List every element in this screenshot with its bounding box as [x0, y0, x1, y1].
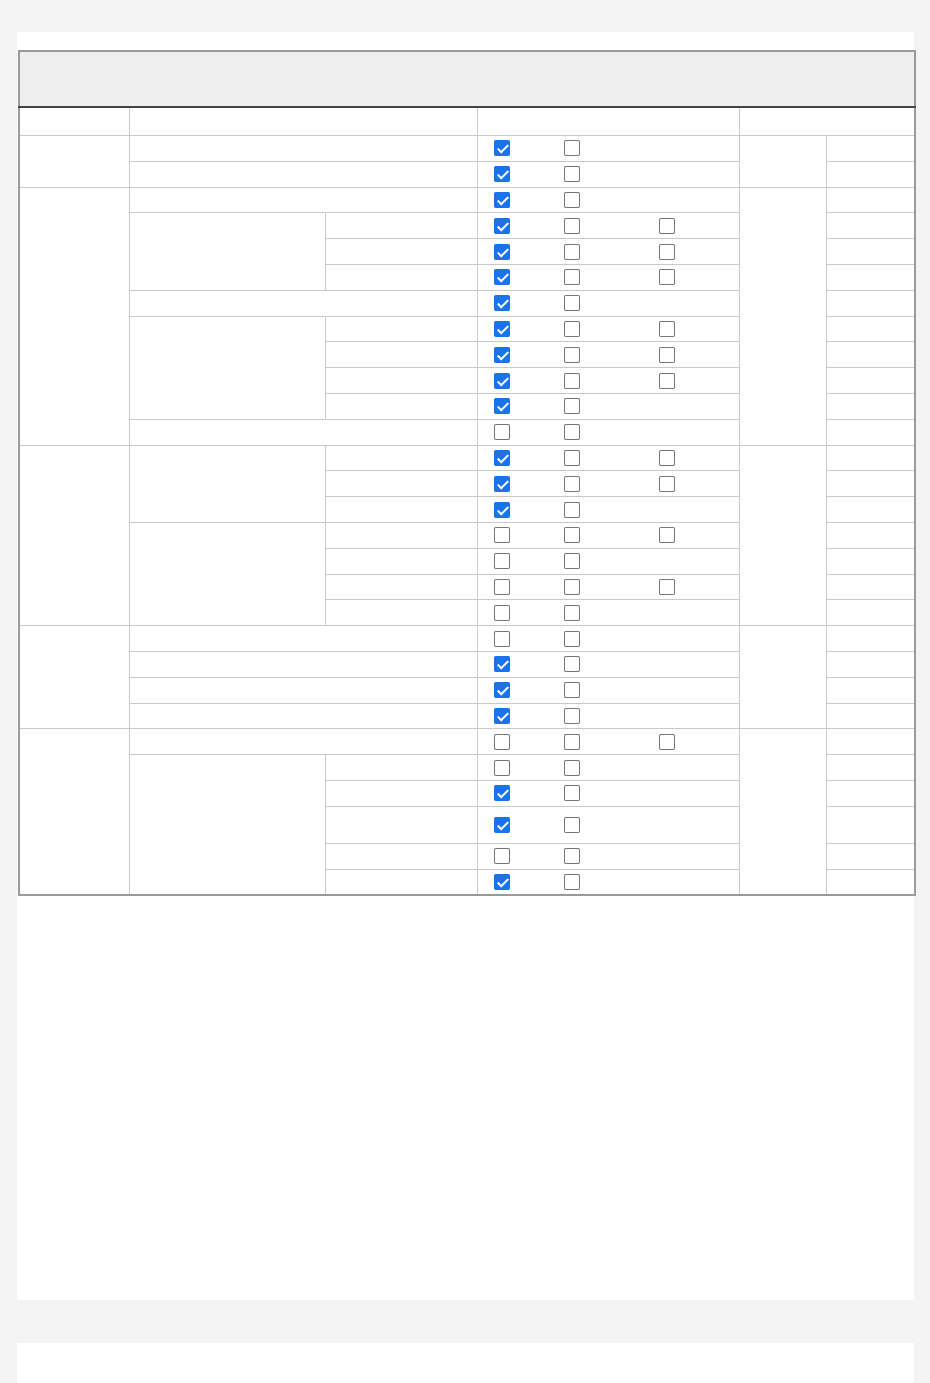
checkbox[interactable]: [564, 527, 580, 543]
status-option: [564, 631, 659, 647]
checked-checkbox[interactable]: [494, 682, 510, 698]
checkbox[interactable]: [564, 502, 580, 518]
item-label: [129, 729, 477, 755]
checkbox[interactable]: [494, 734, 510, 750]
checkbox[interactable]: [494, 579, 510, 595]
table-row: [19, 445, 915, 471]
status-option: [494, 476, 564, 492]
checkbox[interactable]: [564, 708, 580, 724]
checked-checkbox[interactable]: [494, 347, 510, 363]
col-main: [19, 107, 129, 136]
price-value-field[interactable]: [826, 187, 915, 213]
checkbox[interactable]: [564, 553, 580, 569]
status-option: [659, 269, 719, 285]
status-option: [494, 424, 564, 440]
status-options: [477, 548, 739, 574]
price-value-field[interactable]: [826, 342, 915, 368]
status-options: [477, 239, 739, 265]
checked-checkbox[interactable]: [494, 140, 510, 156]
status-option: [564, 424, 659, 440]
checkbox[interactable]: [564, 269, 580, 285]
status-option: [494, 848, 564, 864]
status-options: [477, 136, 739, 162]
status-option: [564, 527, 659, 543]
status-options: [477, 755, 739, 781]
checkbox[interactable]: [564, 734, 580, 750]
item-label: [325, 806, 477, 843]
checkbox[interactable]: [564, 295, 580, 311]
status-options: [477, 600, 739, 626]
status-option: [564, 269, 659, 285]
status-options: [477, 626, 739, 652]
status-option: [494, 708, 564, 724]
status-option: [564, 476, 659, 492]
checkbox[interactable]: [659, 218, 675, 234]
checked-checkbox[interactable]: [494, 656, 510, 672]
status-option: [564, 579, 659, 595]
status-option: [494, 527, 564, 543]
group-label: [19, 729, 129, 895]
checked-checkbox[interactable]: [494, 244, 510, 260]
status-option: [494, 269, 564, 285]
status-option: [659, 450, 719, 466]
price-value-field[interactable]: [826, 755, 915, 781]
checkbox[interactable]: [564, 140, 580, 156]
item-label: [325, 755, 477, 781]
price-value-field[interactable]: [826, 316, 915, 342]
checked-checkbox[interactable]: [494, 476, 510, 492]
checked-checkbox[interactable]: [494, 708, 510, 724]
checked-checkbox[interactable]: [494, 874, 510, 890]
status-option: [564, 502, 659, 518]
status-options: [477, 651, 739, 677]
status-option: [564, 192, 659, 208]
price-unit: [739, 626, 826, 729]
status-option: [494, 502, 564, 518]
status-option: [494, 874, 564, 890]
table-row: [19, 729, 915, 755]
price-value-field[interactable]: [826, 548, 915, 574]
status-option: [494, 347, 564, 363]
item-label: [325, 368, 477, 394]
status-option: [494, 785, 564, 801]
item-label: [129, 651, 477, 677]
price-unit: [739, 729, 826, 895]
price-value-field[interactable]: [826, 161, 915, 187]
checked-checkbox[interactable]: [494, 269, 510, 285]
status-option: [564, 656, 659, 672]
subgroup-label: [129, 522, 325, 625]
status-option: [494, 631, 564, 647]
group-label: [19, 626, 129, 729]
status-option: [494, 295, 564, 311]
status-option: [494, 244, 564, 260]
checkbox[interactable]: [564, 656, 580, 672]
item-label: [325, 239, 477, 265]
price-value-field[interactable]: [826, 497, 915, 523]
status-options: [477, 316, 739, 342]
status-option: [564, 398, 659, 414]
status-option: [494, 656, 564, 672]
checkbox[interactable]: [659, 244, 675, 260]
status-options: [477, 574, 739, 600]
status-option: [564, 295, 659, 311]
price-value-field[interactable]: [826, 264, 915, 290]
status-option: [564, 140, 659, 156]
status-option: [564, 321, 659, 337]
subgroup-label: [129, 213, 325, 290]
table-row: [19, 626, 915, 652]
status-options: [477, 729, 739, 755]
item-label: [325, 780, 477, 806]
price-value-field[interactable]: [826, 522, 915, 548]
checkbox[interactable]: [564, 321, 580, 337]
price-value-field[interactable]: [826, 445, 915, 471]
item-label: [129, 626, 477, 652]
price-value-field[interactable]: [826, 574, 915, 600]
item-label: [325, 213, 477, 239]
status-option: [494, 760, 564, 776]
status-option: [494, 817, 564, 833]
checked-checkbox[interactable]: [494, 192, 510, 208]
checkbox[interactable]: [494, 424, 510, 440]
price-value-field[interactable]: [826, 729, 915, 755]
status-options: [477, 806, 739, 843]
checkbox[interactable]: [494, 848, 510, 864]
status-options: [477, 342, 739, 368]
item-label: [129, 703, 477, 729]
price-value-field[interactable]: [826, 806, 915, 843]
checked-checkbox[interactable]: [494, 321, 510, 337]
price-value-field[interactable]: [826, 368, 915, 394]
checked-checkbox[interactable]: [494, 295, 510, 311]
price-value-field[interactable]: [826, 471, 915, 497]
status-options: [477, 703, 739, 729]
item-label: [325, 600, 477, 626]
checkbox[interactable]: [564, 244, 580, 260]
status-option: [564, 708, 659, 724]
checkbox[interactable]: [564, 682, 580, 698]
checkbox[interactable]: [659, 476, 675, 492]
item-label: [129, 187, 477, 213]
status-option: [494, 321, 564, 337]
checkbox[interactable]: [494, 553, 510, 569]
status-option: [659, 373, 719, 389]
status-option: [494, 450, 564, 466]
checkbox[interactable]: [659, 527, 675, 543]
col-price: [739, 107, 915, 136]
checkbox[interactable]: [564, 760, 580, 776]
status-option: [659, 734, 719, 750]
checkbox[interactable]: [564, 424, 580, 440]
status-options: [477, 264, 739, 290]
checkbox[interactable]: [564, 874, 580, 890]
checked-checkbox[interactable]: [494, 502, 510, 518]
checked-checkbox[interactable]: [494, 398, 510, 414]
price-value-field[interactable]: [826, 677, 915, 703]
checked-checkbox[interactable]: [494, 218, 510, 234]
checkbox[interactable]: [494, 760, 510, 776]
price-value-field[interactable]: [826, 136, 915, 162]
status-option: [564, 218, 659, 234]
price-value-field[interactable]: [826, 843, 915, 869]
checkbox[interactable]: [494, 605, 510, 621]
price-unit: [739, 187, 826, 445]
group-label: [19, 136, 129, 188]
checkbox[interactable]: [494, 631, 510, 647]
checkbox[interactable]: [564, 785, 580, 801]
checkbox[interactable]: [564, 476, 580, 492]
checkbox[interactable]: [564, 631, 580, 647]
status-options: [477, 445, 739, 471]
status-options: [477, 497, 739, 523]
item-label: [129, 419, 477, 445]
item-label: [325, 497, 477, 523]
status-options: [477, 161, 739, 187]
item-label: [129, 161, 477, 187]
checkbox[interactable]: [564, 192, 580, 208]
next-page: [17, 1343, 914, 1383]
status-option: [564, 347, 659, 363]
checkbox[interactable]: [564, 373, 580, 389]
status-option: [494, 373, 564, 389]
status-option: [659, 321, 719, 337]
price-value-field[interactable]: [826, 869, 915, 895]
checkbox[interactable]: [494, 527, 510, 543]
status-option: [564, 553, 659, 569]
status-option: [564, 734, 659, 750]
status-option: [659, 347, 719, 363]
status-options: [477, 290, 739, 316]
col-status: [477, 107, 739, 136]
checked-checkbox[interactable]: [494, 817, 510, 833]
price-value-field[interactable]: [826, 780, 915, 806]
price-value-field[interactable]: [826, 393, 915, 419]
status-options: [477, 187, 739, 213]
price-value-field[interactable]: [826, 290, 915, 316]
checkbox[interactable]: [564, 398, 580, 414]
item-label: [129, 136, 477, 162]
status-options: [477, 522, 739, 548]
status-option: [659, 579, 719, 595]
price-value-field[interactable]: [826, 600, 915, 626]
subgroup-label: [129, 755, 325, 896]
price-unit: [739, 136, 826, 188]
status-option: [564, 605, 659, 621]
status-option: [494, 605, 564, 621]
status-option: [564, 450, 659, 466]
item-label: [325, 548, 477, 574]
price-value-field[interactable]: [826, 703, 915, 729]
checkbox[interactable]: [564, 605, 580, 621]
vehicle-condition-table: [18, 50, 916, 896]
checkbox[interactable]: [564, 817, 580, 833]
status-option: [494, 166, 564, 182]
status-option: [494, 682, 564, 698]
item-label: [325, 869, 477, 895]
status-options: [477, 677, 739, 703]
subgroup-label: [129, 316, 325, 419]
status-options: [477, 368, 739, 394]
status-option: [564, 373, 659, 389]
item-label: [325, 264, 477, 290]
checked-checkbox[interactable]: [494, 785, 510, 801]
group-label: [19, 445, 129, 626]
status-option: [564, 682, 659, 698]
item-label: [325, 316, 477, 342]
price-value-field[interactable]: [826, 213, 915, 239]
item-label: [325, 574, 477, 600]
item-label: [325, 471, 477, 497]
checked-checkbox[interactable]: [494, 450, 510, 466]
subgroup-label: [129, 445, 325, 522]
item-label: [129, 290, 477, 316]
price-value-field[interactable]: [826, 419, 915, 445]
group-label: [19, 187, 129, 445]
table-row: [19, 136, 915, 162]
price-value-field[interactable]: [826, 626, 915, 652]
status-option: [564, 760, 659, 776]
status-option: [494, 734, 564, 750]
checkbox[interactable]: [659, 373, 675, 389]
checkbox[interactable]: [564, 579, 580, 595]
status-option: [564, 785, 659, 801]
status-option: [494, 553, 564, 569]
price-value-field[interactable]: [826, 239, 915, 265]
status-option: [564, 166, 659, 182]
checkbox[interactable]: [659, 321, 675, 337]
status-options: [477, 419, 739, 445]
status-option: [494, 218, 564, 234]
status-option: [659, 476, 719, 492]
status-option: [564, 874, 659, 890]
checkbox[interactable]: [564, 218, 580, 234]
item-label: [129, 677, 477, 703]
status-option: [564, 244, 659, 260]
checkbox[interactable]: [659, 269, 675, 285]
status-options: [477, 869, 739, 895]
item-label: [325, 522, 477, 548]
item-label: [325, 342, 477, 368]
status-options: [477, 393, 739, 419]
checkbox[interactable]: [564, 166, 580, 182]
price-value-field[interactable]: [826, 651, 915, 677]
item-label: [325, 445, 477, 471]
price-unit: [739, 445, 826, 626]
status-option: [659, 218, 719, 234]
item-label: [325, 393, 477, 419]
status-option: [659, 527, 719, 543]
item-label: [325, 843, 477, 869]
checked-checkbox[interactable]: [494, 373, 510, 389]
checkbox[interactable]: [564, 450, 580, 466]
checkbox[interactable]: [659, 579, 675, 595]
status-option: [564, 817, 659, 833]
table-header: [19, 51, 915, 107]
status-options: [477, 843, 739, 869]
col-item: [129, 107, 477, 136]
status-options: [477, 780, 739, 806]
checkbox[interactable]: [659, 450, 675, 466]
status-options: [477, 213, 739, 239]
status-option: [659, 244, 719, 260]
checked-checkbox[interactable]: [494, 166, 510, 182]
checkbox[interactable]: [564, 848, 580, 864]
checkbox[interactable]: [659, 347, 675, 363]
checkbox[interactable]: [659, 734, 675, 750]
status-option: [494, 579, 564, 595]
checkbox[interactable]: [564, 347, 580, 363]
status-option: [564, 848, 659, 864]
status-option: [494, 398, 564, 414]
status-option: [494, 140, 564, 156]
status-options: [477, 471, 739, 497]
table-row: [19, 187, 915, 213]
status-option: [494, 192, 564, 208]
